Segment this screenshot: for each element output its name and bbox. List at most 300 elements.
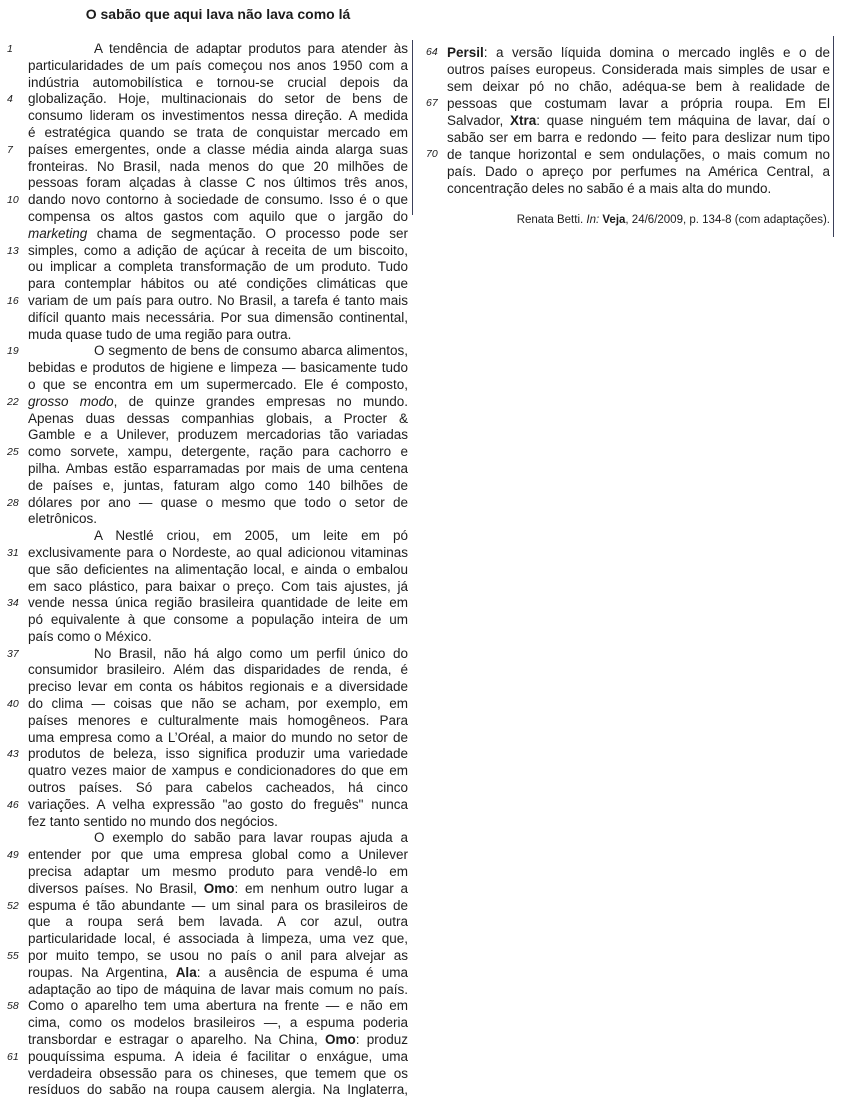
line-text [28, 713, 408, 730]
citation [447, 213, 830, 227]
text-line [7, 1082, 408, 1099]
line-number: 28 [7, 496, 19, 509]
line-number [426, 180, 447, 197]
line-text [28, 562, 408, 579]
line-number [7, 1082, 28, 1099]
text-line [7, 142, 408, 159]
line-text [28, 259, 408, 276]
text-line [7, 91, 408, 108]
line-number: 58 [7, 1000, 19, 1013]
line-number [7, 427, 28, 444]
text-segment: exclusivamente para o Nordeste, ao qual adicionou vitaminas [28, 544, 408, 560]
line-text [28, 75, 408, 92]
line-text [28, 847, 408, 864]
line-number [7, 528, 28, 545]
line-text [28, 746, 408, 763]
line-number: 25 [7, 446, 19, 459]
text-segment: Gamble e a Unilever, produzem mercadorias tão variadas [28, 427, 408, 443]
left-column-text [7, 41, 408, 1099]
line-text [28, 1015, 408, 1032]
line-number [7, 763, 28, 780]
line-text [28, 662, 408, 679]
line-number: 16 [7, 294, 19, 307]
text-segment: por muito tempo, se usou no país o anil para alvejar as [28, 948, 408, 964]
text-segment: que a roupa será bem lavada. A cor azul, outra [28, 914, 408, 930]
text-segment: variações. A velha expressão "ao gosto do freguês" nunca [28, 796, 408, 812]
line-text [28, 864, 408, 881]
line-text [28, 730, 408, 747]
line-number: 46 [7, 798, 19, 811]
text-segment: : a ausência de espuma é uma [196, 964, 408, 980]
line-text [28, 998, 408, 1015]
line-number [7, 562, 28, 579]
text-segment: : em nenhum outro lugar a [234, 880, 408, 896]
line-number: 22 [7, 395, 19, 408]
line-number [7, 226, 28, 243]
line-text [28, 495, 408, 512]
text-line [426, 112, 830, 129]
text-segment: fez tanto sentido no mundo dos negócios. [28, 813, 278, 829]
line-number [7, 1066, 28, 1083]
line-number [7, 830, 28, 847]
text-segment: do clima — coisas que não se acham, por exemplo, em [28, 696, 408, 712]
text-segment: é estratégica quando se trata de conquistar mercado em [28, 124, 408, 140]
text-segment: Persil [447, 45, 484, 60]
text-segment: vende nessa única região brasileira quantidade de leite em [28, 595, 408, 611]
text-segment: Veja [602, 214, 626, 226]
text-line [426, 95, 830, 112]
text-segment: Apenas duas dessas companhias globais, a Procter & [28, 410, 408, 426]
text-line [7, 226, 408, 243]
line-number: 55 [7, 950, 19, 963]
text-line [7, 646, 408, 663]
text-line [7, 377, 408, 394]
text-segment: entender por que uma empresa global como a Unilever [28, 847, 408, 863]
line-text [28, 881, 408, 898]
text-segment: : a versão líquida domina o mercado inglês e o de [483, 45, 830, 60]
line-text [28, 545, 408, 562]
text-segment: : quase ninguém tem máquina de lavar, daí o [536, 113, 830, 128]
text-line [7, 662, 408, 679]
line-text [28, 511, 408, 528]
text-line [426, 61, 830, 78]
line-text [28, 293, 408, 310]
line-text [28, 914, 408, 931]
text-line [7, 495, 408, 512]
line-text [28, 679, 408, 696]
line-number [7, 814, 28, 831]
text-line [7, 814, 408, 831]
text-line [426, 78, 830, 95]
text-segment: No Brasil, não há algo como um perfil único do [94, 645, 408, 661]
text-line [7, 411, 408, 428]
text-line [7, 1049, 408, 1066]
text-segment: pouquíssima espuma. A ideia é facilitar o enxágue, uma [28, 1048, 408, 1064]
line-number [7, 259, 28, 276]
line-text [28, 192, 408, 209]
text-line [7, 965, 408, 982]
text-segment: como sorvete, xampu, detergente, ração para cachorro e [28, 444, 408, 460]
line-number: 7 [7, 143, 13, 156]
text-segment: bebidas e produtos de higiene e limpeza — basicamente tudo [28, 360, 408, 376]
line-text [28, 58, 408, 75]
line-text [28, 209, 408, 226]
text-segment: que são deficientes na alimentação local, e ainda o embalou [28, 561, 408, 577]
line-text [28, 310, 408, 327]
text-segment: simples, como a adição de açúcar à receita de um biscoito, [28, 242, 408, 258]
text-line [7, 461, 408, 478]
line-text [28, 343, 408, 360]
text-segment: indústria automobilística e tornou-se crucial depois da [28, 74, 408, 90]
text-line [7, 931, 408, 948]
right-column-text [426, 44, 830, 197]
text-line [7, 881, 408, 898]
line-number [7, 579, 28, 596]
line-text [28, 41, 408, 58]
line-number [7, 982, 28, 999]
text-segment: quatro vezes maior de xampus e condicionadores do que em [28, 763, 408, 779]
text-line [426, 44, 830, 61]
text-segment: , de quinze grandes empresas no mundo. [113, 393, 408, 409]
text-segment: resíduos do sabão na roupa causem alergia. Na Inglaterra, [28, 1082, 408, 1098]
text-line [7, 545, 408, 562]
line-text [447, 146, 830, 163]
text-segment: pessoas que costumam lavar a própria roupa. Em El [447, 96, 830, 111]
text-line [7, 394, 408, 411]
text-line [7, 830, 408, 847]
line-number [7, 679, 28, 696]
text-line [7, 746, 408, 763]
text-segment: globalização. Hoje, multinacionais do setor de bens de [28, 91, 408, 107]
text-line [7, 730, 408, 747]
line-number [426, 78, 447, 95]
text-segment: outros países. Só para cabelos cacheados, há cinco [28, 780, 408, 796]
text-line [426, 163, 830, 180]
text-line [7, 1066, 408, 1083]
line-number [7, 730, 28, 747]
text-segment: A Nestlé criou, em 2005, um leite em pó [94, 528, 408, 544]
text-segment: grosso modo [28, 393, 114, 409]
text-line [7, 713, 408, 730]
line-number [7, 780, 28, 797]
line-number [7, 276, 28, 293]
text-line [7, 293, 408, 310]
line-text [28, 159, 408, 176]
line-text [28, 830, 408, 847]
text-line [7, 41, 408, 58]
text-line [7, 192, 408, 209]
line-text [28, 226, 408, 243]
right-margin-rule [833, 36, 834, 237]
text-segment: adaptação ao tipo de máquina de lavar mais comum no país. [28, 981, 408, 997]
text-segment: país como o México. [28, 628, 152, 644]
line-text [28, 427, 408, 444]
line-text [28, 360, 408, 377]
text-segment: países menores e culturalmente mais homogêneos. Para [28, 712, 408, 728]
text-segment: O segmento de bens de consumo abarca alimentos, [94, 343, 408, 359]
line-text [28, 814, 408, 831]
line-text [28, 125, 408, 142]
line-number: 52 [7, 899, 19, 912]
text-segment: consumo lideram os investimentos nessa direção. A medida [28, 108, 408, 124]
line-number [7, 377, 28, 394]
text-segment: de países e, juntas, faturam algo como 140 bilhões de [28, 477, 408, 493]
line-number: 37 [7, 647, 19, 660]
text-segment: fronteiras. No Brasil, nada menos do que 20 milhões de [28, 158, 408, 174]
text-line [7, 58, 408, 75]
text-segment: preciso levar em conta os hábitos regionais e a diversidade [28, 679, 408, 695]
line-text [28, 948, 408, 965]
text-segment: difícil quanto mais necessária. Por sua dimensão continental, [28, 309, 408, 325]
line-text [28, 142, 408, 159]
text-segment: uma empresa como a L’Oréal, a maior do mundo no setor de [28, 729, 408, 745]
text-segment: produtos de beleza, isso significa produzir uma variedade [28, 746, 408, 762]
text-segment: para contemplar hábitos ou até condições climáticas que [28, 276, 408, 292]
line-text [447, 112, 830, 129]
line-text [28, 763, 408, 780]
text-line [7, 528, 408, 545]
text-segment: verdadeira obsessão para os chineses, que temem que os [28, 1065, 408, 1081]
text-line [7, 780, 408, 797]
line-number [7, 125, 28, 142]
line-number: 19 [7, 345, 19, 358]
line-text [28, 444, 408, 461]
text-line [7, 343, 408, 360]
text-segment: sabão ser em barra e redondo — feito para deslizar num tipo [447, 130, 830, 145]
line-text [447, 44, 830, 61]
line-text [447, 95, 830, 112]
text-segment: cima, como os modelos brasileiros —, a espuma poderia [28, 1015, 408, 1031]
text-segment: chama de segmentação. O processo pode ser [87, 225, 408, 241]
text-segment: Renata Betti. [516, 214, 587, 226]
line-text [447, 180, 830, 197]
text-segment: Xtra [509, 113, 537, 128]
text-segment: particularidades de um país começou nos anos 1950 com a [28, 57, 408, 73]
line-text [28, 629, 408, 646]
text-line [7, 259, 408, 276]
line-number: 31 [7, 546, 19, 559]
text-segment: In: [586, 214, 600, 226]
text-line [7, 175, 408, 192]
line-number: 40 [7, 698, 19, 711]
line-text [28, 1082, 408, 1099]
line-number: 70 [426, 148, 438, 160]
line-number [426, 112, 447, 129]
text-segment: A tendência de adaptar produtos para atender às [94, 41, 408, 56]
text-line [7, 125, 408, 142]
line-number [7, 75, 28, 92]
line-number: 1 [7, 43, 13, 55]
text-segment: espuma é tão abundante — um sinal para os brasileiros de [28, 897, 408, 913]
line-text [28, 612, 408, 629]
text-line [7, 310, 408, 327]
line-number [7, 327, 28, 344]
line-number [7, 713, 28, 730]
line-text [28, 797, 408, 814]
text-line [7, 679, 408, 696]
text-segment: consumidor brasileiro. Além das disparidades de renda, é [28, 662, 408, 678]
line-number [7, 360, 28, 377]
line-text [28, 931, 408, 948]
line-number: 13 [7, 244, 19, 257]
line-number [7, 629, 28, 646]
line-number [7, 662, 28, 679]
line-number [7, 58, 28, 75]
text-line [7, 243, 408, 260]
text-line [7, 629, 408, 646]
line-text [28, 696, 408, 713]
line-number: 34 [7, 597, 19, 610]
text-segment: dólares por ano — quase o mesmo que todo o setor de [28, 494, 408, 510]
text-line [7, 612, 408, 629]
line-text [28, 528, 408, 545]
text-segment: , 24/6/2009, p. 134-8 (com adaptações). [625, 214, 830, 226]
line-text [447, 129, 830, 146]
text-segment: Como o aparelho tem uma abertura na frente — e não em [28, 998, 408, 1014]
line-number [7, 511, 28, 528]
text-line [7, 159, 408, 176]
text-line [7, 579, 408, 596]
text-line [426, 129, 830, 146]
text-segment: o que se encontra em um supermercado. Ele é composto, [28, 376, 408, 392]
text-line [7, 948, 408, 965]
line-text [447, 163, 830, 180]
text-segment: : produz [355, 1032, 408, 1048]
line-number [7, 612, 28, 629]
text-segment: dando novo contorno à sociedade de consumo. Isso é o que [28, 192, 408, 208]
line-text [28, 982, 408, 999]
text-segment: pó equivalente à que consome a população inteira de um [28, 612, 408, 628]
text-segment: outros países europeus. Considerada mais simples de usar e [447, 62, 830, 77]
text-segment: muda quase tudo de uma região para outra. [28, 326, 292, 342]
line-number [7, 1032, 28, 1049]
line-text [28, 394, 408, 411]
text-segment: Omo [324, 1032, 356, 1048]
line-number [7, 209, 28, 226]
line-number: 64 [426, 46, 438, 58]
text-segment: particularidade local, é associada à limpeza, uma vez que, [28, 931, 408, 947]
line-text [447, 78, 830, 95]
text-segment: pilha. Ambas estão esparramadas por mais de uma centena [28, 460, 408, 476]
line-text [28, 377, 408, 394]
text-line [7, 427, 408, 444]
line-text [28, 243, 408, 260]
line-text [28, 1049, 408, 1066]
text-segment: O exemplo do sabão para lavar roupas ajuda a [94, 830, 408, 846]
text-line [7, 75, 408, 92]
line-number [7, 965, 28, 982]
text-segment: em saco plástico, para baixar o preço. Com tais ajustes, já [28, 578, 408, 594]
text-segment: variam de um país para outro. No Brasil, a tarefa é tanto mais [28, 292, 408, 308]
text-line [7, 360, 408, 377]
line-text [28, 780, 408, 797]
text-line [7, 998, 408, 1015]
text-line [7, 511, 408, 528]
line-number [7, 864, 28, 881]
text-line [7, 847, 408, 864]
text-segment: precisa adaptar um mesmo produto para vendê-lo em [28, 864, 408, 880]
line-number: 49 [7, 849, 19, 862]
article-title: O sabão que aqui lava não lava como lá [85, 6, 351, 22]
line-text [28, 411, 408, 428]
text-segment: de tanque horizontal e sem ondulações, o mais comum no [447, 147, 830, 162]
line-number: 10 [7, 194, 19, 207]
column-divider-rule [412, 40, 413, 215]
text-line [7, 1015, 408, 1032]
line-number: 4 [7, 93, 13, 106]
text-line [7, 108, 408, 125]
text-segment: país. Dado o apreço por perfumes na América Central, a [447, 164, 830, 179]
line-text [28, 965, 408, 982]
text-line [7, 696, 408, 713]
line-number [426, 163, 447, 180]
text-segment: diversos países. No Brasil, [28, 880, 204, 896]
text-line [7, 763, 408, 780]
text-segment: Omo [203, 880, 235, 896]
text-segment: roupas. Na Argentina, [28, 964, 176, 980]
line-number: 67 [426, 97, 438, 109]
text-segment: concentração deles no sabão é a mais alta do mundo. [447, 181, 772, 196]
text-line [7, 1032, 408, 1049]
text-segment: Ala [175, 964, 197, 980]
line-text [28, 108, 408, 125]
text-line [7, 898, 408, 915]
line-number: 61 [7, 1050, 19, 1063]
text-segment: eletrônicos. [28, 511, 98, 527]
text-line [7, 327, 408, 344]
line-text [28, 478, 408, 495]
line-text [28, 461, 408, 478]
line-number [7, 931, 28, 948]
line-text [28, 1032, 408, 1049]
text-line [7, 444, 408, 461]
line-number [7, 411, 28, 428]
text-line [426, 146, 830, 163]
line-text [28, 91, 408, 108]
line-number [7, 175, 28, 192]
text-segment: sem deixar pó no chão, adéqua-se bem à realidade de [447, 79, 830, 94]
text-segment: ou implicar a completa transformação de um produto. Tudo [28, 259, 408, 275]
line-number: 43 [7, 748, 19, 761]
line-number [7, 310, 28, 327]
text-segment: transbordar e estragar o aparelho. Na China, [28, 1032, 325, 1048]
text-line [7, 797, 408, 814]
line-number [7, 108, 28, 125]
text-line [426, 180, 830, 197]
line-number [7, 914, 28, 931]
line-number [426, 61, 447, 78]
text-line [7, 982, 408, 999]
line-number [7, 461, 28, 478]
line-text [28, 579, 408, 596]
line-text [28, 898, 408, 915]
line-text [28, 175, 408, 192]
line-number [7, 1015, 28, 1032]
text-line [7, 209, 408, 226]
line-text [28, 595, 408, 612]
line-text [28, 327, 408, 344]
text-line [7, 914, 408, 931]
text-segment: compensa os altos gastos com aquilo que o jargão do [28, 208, 408, 224]
line-number [7, 159, 28, 176]
text-segment: pessoas foram alçadas à classe C nos últimos três anos, [28, 175, 408, 191]
line-text [28, 1066, 408, 1083]
line-text [447, 61, 830, 78]
text-line [7, 562, 408, 579]
text-line [7, 276, 408, 293]
text-line [7, 478, 408, 495]
text-segment: países emergentes, onde a classe média ainda alarga suas [28, 141, 408, 157]
